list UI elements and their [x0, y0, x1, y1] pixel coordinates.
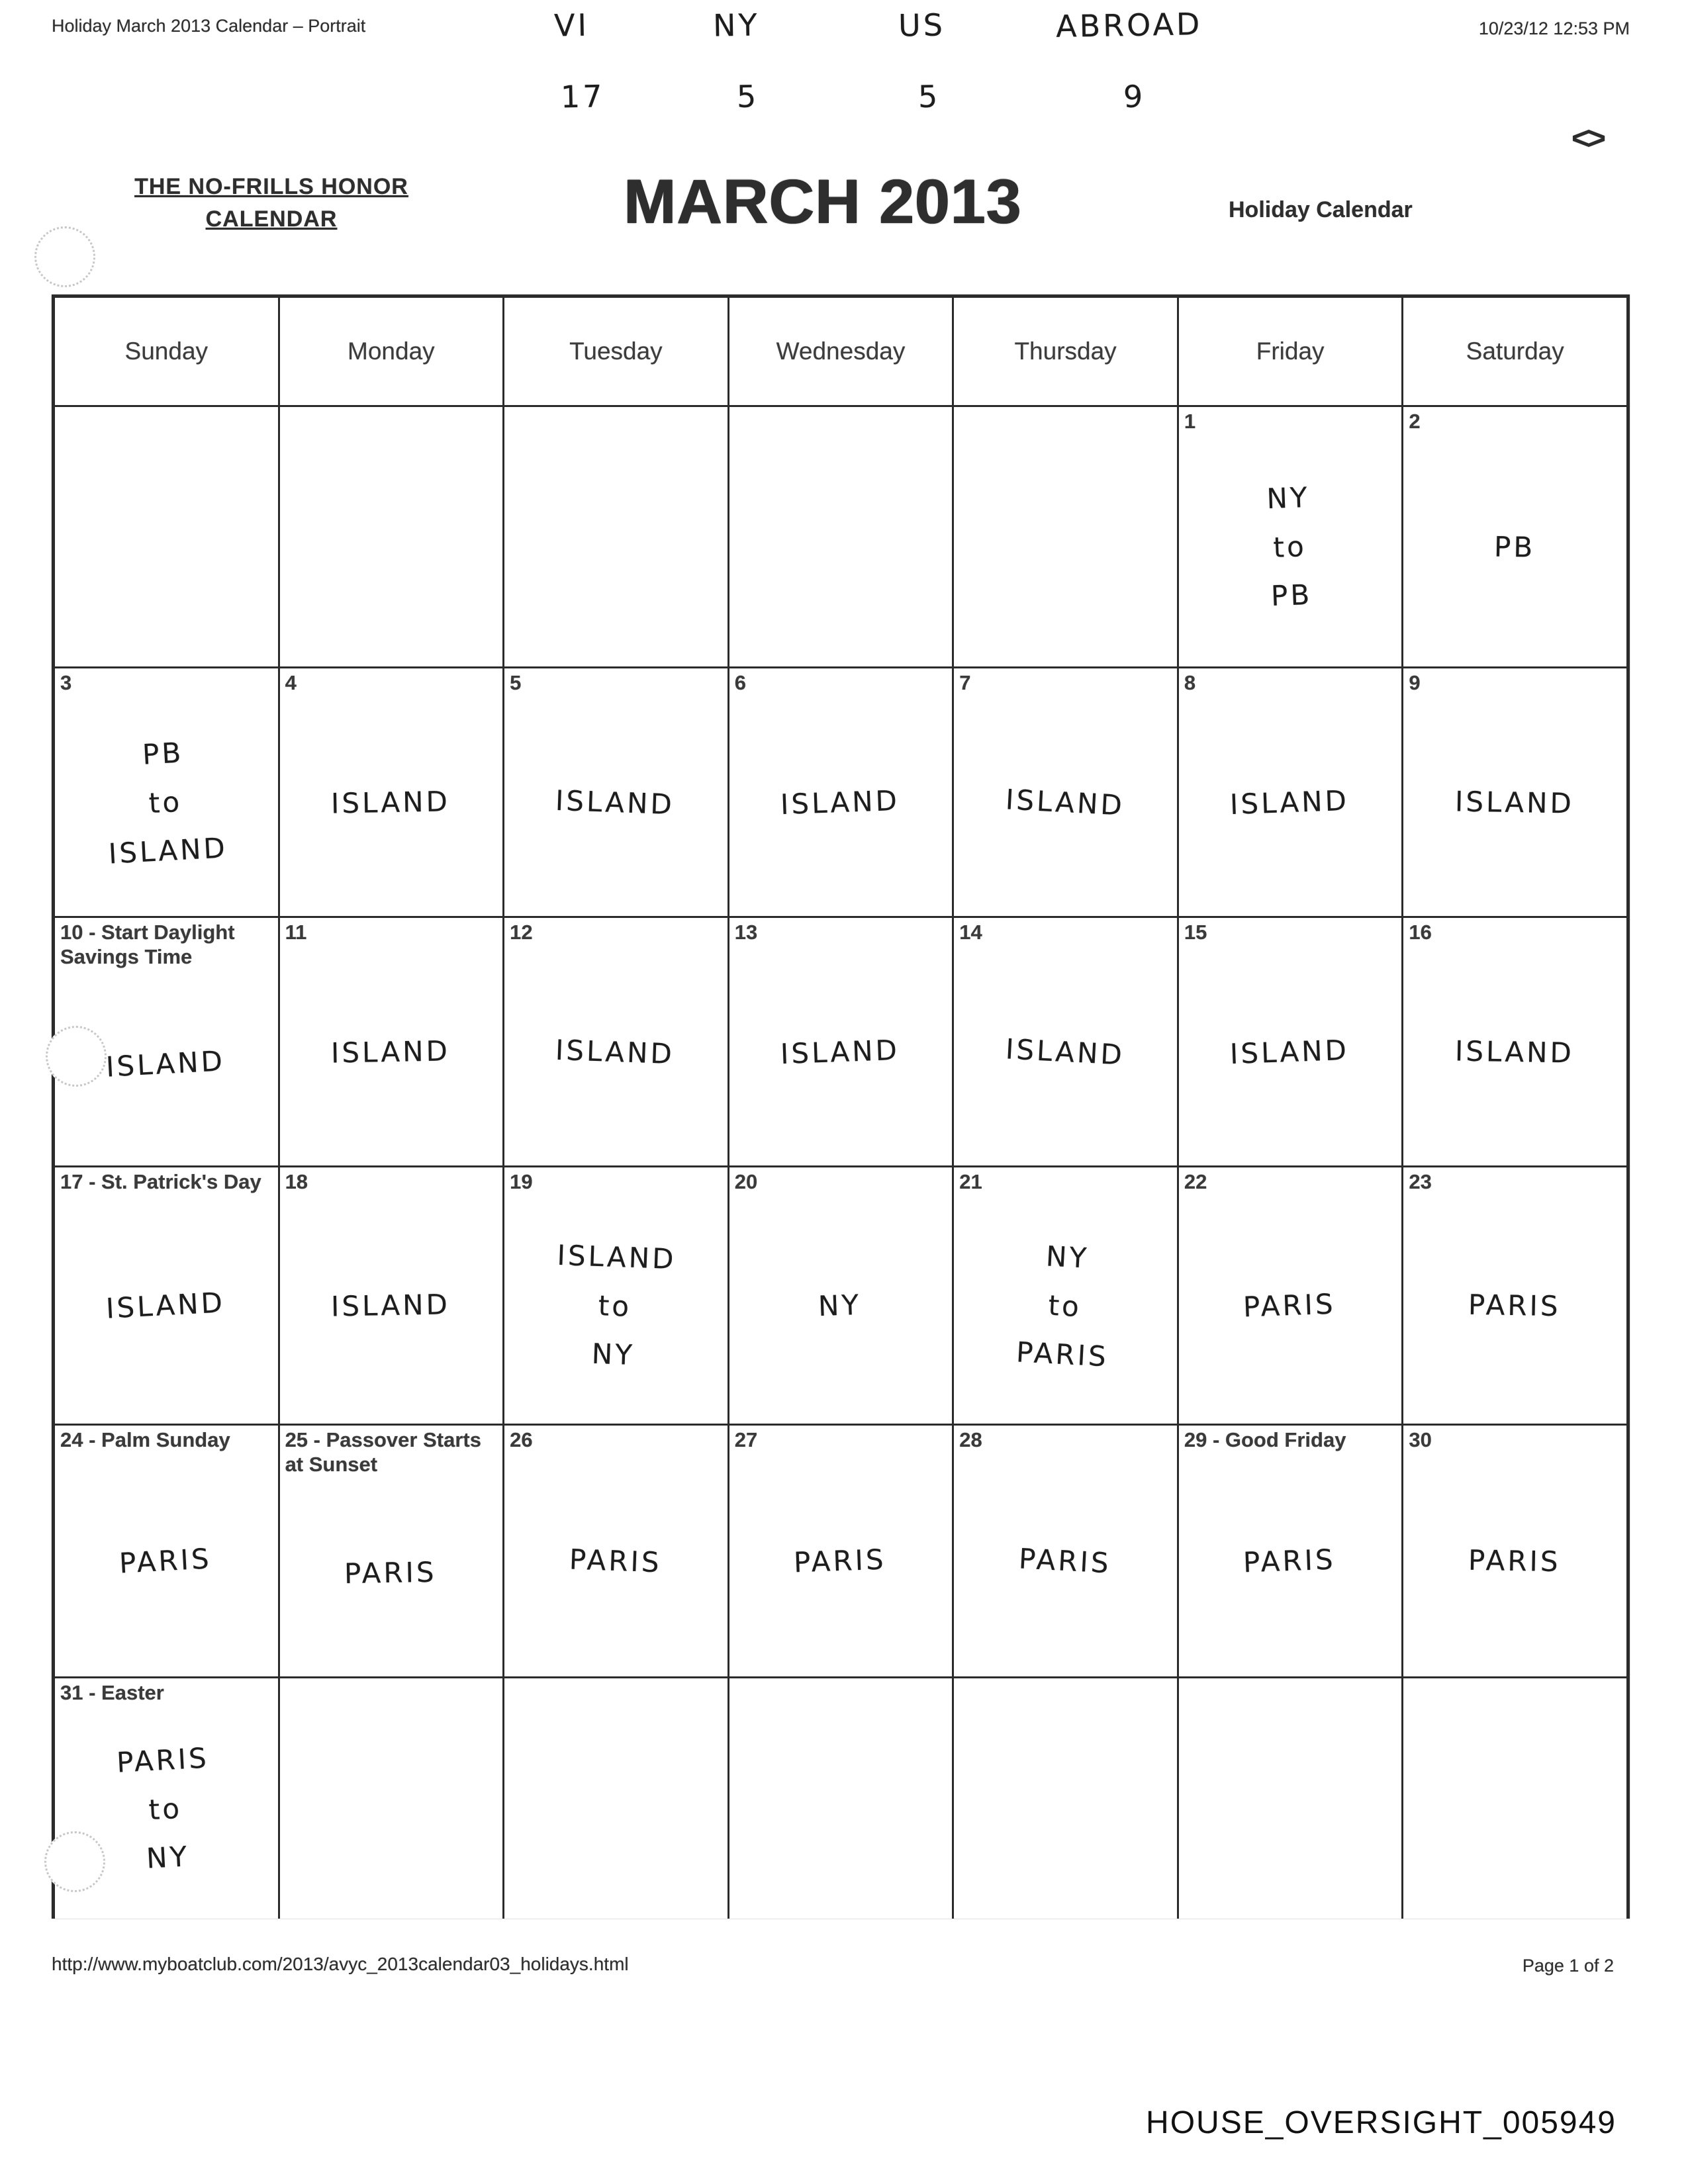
tally-group-us	[898, 7, 947, 115]
cell-handwritten-note: NY	[818, 1288, 863, 1323]
cell-date-label: 5	[510, 671, 522, 694]
calendar-cell	[280, 1167, 503, 1424]
hole-punch	[46, 1026, 107, 1087]
calendar-cell	[1403, 918, 1626, 1165]
cell-date-label: 13	[734, 921, 758, 944]
cell-date-label: 2	[1409, 410, 1421, 433]
calendar-cell	[729, 407, 953, 666]
cell-date-label: 22	[1184, 1170, 1207, 1193]
cell-date-label: 14	[959, 921, 982, 944]
month-title: MARCH 2013	[624, 167, 1022, 237]
day-header-friday: Friday	[1179, 298, 1402, 405]
cell-handwritten-note: ISLAND	[555, 784, 676, 821]
cell-handwritten-note: ISLAND	[1229, 1033, 1350, 1070]
cell-date-label: 31 - Easter	[60, 1681, 164, 1704]
calendar-cell	[729, 668, 953, 916]
cell-handwritten-note: NY to PARIS	[1015, 1239, 1109, 1373]
tally-group-abroad	[1055, 6, 1204, 115]
holiday-calendar-label: Holiday Calendar	[1229, 197, 1413, 222]
calendar-cell	[280, 668, 503, 916]
bates-stamp: HOUSE_OVERSIGHT_005949	[1146, 2105, 1617, 2140]
cell-date-label: 24 - Palm Sunday	[60, 1428, 230, 1451]
cell-handwritten-note: ISLAND	[330, 1288, 451, 1323]
calendar-cell	[280, 1678, 503, 1919]
cell-date-label: 4	[285, 671, 297, 694]
cell-handwritten-note: PARIS	[568, 1543, 663, 1579]
tally-value: 5	[736, 78, 759, 115]
cell-handwritten-note: ISLAND	[1229, 784, 1350, 821]
calendar-cell	[504, 1426, 727, 1676]
calendar-cell	[954, 1678, 1177, 1919]
cell-handwritten-note: ISLAND	[1454, 1034, 1575, 1069]
document-title: Holiday March 2013 Calendar – Portrait	[52, 16, 366, 36]
calendar-cell	[1403, 1678, 1626, 1919]
calendar-cell	[1403, 407, 1626, 666]
calendar-cell	[1403, 1167, 1626, 1424]
calendar-cell	[729, 1426, 953, 1676]
calendar-cell	[954, 1167, 1177, 1424]
cell-handwritten-note: PB	[1493, 529, 1536, 564]
calendar-cell	[280, 407, 503, 666]
cell-date-label: 19	[510, 1170, 533, 1193]
cell-handwritten-note: ISLAND	[105, 1044, 226, 1083]
calendar-cell	[504, 668, 727, 916]
calendar-cell	[1179, 1167, 1402, 1424]
cell-date-label: 25 - Passover Starts at Sunset	[285, 1428, 481, 1476]
cell-handwritten-note: PARIS	[1243, 1543, 1336, 1579]
cell-date-label: 29 - Good Friday	[1184, 1428, 1346, 1451]
cell-date-label: 3	[60, 671, 72, 694]
cell-handwritten-note: PB to ISLAND	[108, 736, 229, 870]
cell-date-label: 11	[285, 921, 307, 944]
cell-date-label: 15	[1184, 921, 1207, 944]
cell-date-label: 10 - Start Daylight Savings Time	[60, 921, 235, 968]
cell-date-label: 9	[1409, 671, 1421, 694]
calendar-cell	[954, 918, 1177, 1165]
cell-handwritten-note: PARIS	[1243, 1287, 1336, 1324]
tally-label: NY	[712, 7, 761, 44]
cell-handwritten-note: PARIS	[1468, 1543, 1561, 1578]
cell-date-label: 16	[1409, 921, 1432, 944]
tally-value: 9	[1123, 78, 1146, 115]
calendar-cell	[55, 1426, 278, 1676]
day-header-sunday: Sunday	[55, 298, 278, 405]
cell-date-label: 21	[959, 1170, 982, 1193]
calendar-cell	[954, 668, 1177, 916]
cell-date-label: 18	[285, 1170, 308, 1193]
day-header-thursday: Thursday	[954, 298, 1177, 405]
tally-value: 5	[917, 78, 941, 115]
cell-date-label: 28	[959, 1428, 982, 1451]
tally-label: US	[898, 7, 946, 44]
cell-date-label: 7	[959, 671, 971, 694]
cell-date-label: 23	[1409, 1170, 1432, 1193]
cell-date-label: 20	[734, 1170, 758, 1193]
calendar-cell	[55, 407, 278, 666]
day-header-monday: Monday	[280, 298, 503, 405]
calendar-cell	[1179, 668, 1402, 916]
cell-handwritten-note: PARIS	[1468, 1288, 1561, 1323]
cell-handwritten-note: ISLAND	[1454, 784, 1575, 820]
cell-handwritten-note: ISLAND	[1004, 1032, 1125, 1071]
cell-date-label: 8	[1184, 671, 1196, 694]
cell-handwritten-note: NY to PB	[1266, 480, 1313, 613]
calendar-cell	[1403, 668, 1626, 916]
calendar-cell	[1179, 407, 1402, 666]
cell-handwritten-note: PARIS to NY	[116, 1741, 211, 1875]
tally-label: VI	[553, 7, 590, 44]
cell-date-label: 6	[734, 671, 746, 694]
calendar-cell	[1403, 1426, 1626, 1676]
tally-label: ABROAD	[1055, 6, 1203, 44]
calendar-cell	[729, 918, 953, 1165]
calendar-cell	[504, 407, 727, 666]
cell-date-label: 12	[510, 921, 533, 944]
cell-date-label: 26	[510, 1428, 533, 1451]
calendar-cell	[504, 1678, 727, 1919]
cell-handwritten-note: PARIS	[793, 1543, 887, 1579]
cell-date-label: 30	[1409, 1428, 1432, 1451]
tally-value: 17	[560, 78, 605, 115]
day-header-tuesday: Tuesday	[504, 298, 727, 405]
calendar-cell	[954, 1426, 1177, 1676]
calendar-cell	[1179, 918, 1402, 1165]
cell-handwritten-note: ISLAND	[105, 1286, 226, 1325]
calendar-cell	[55, 668, 278, 916]
day-header-wednesday: Wednesday	[729, 298, 953, 405]
calendar-cell	[504, 918, 727, 1165]
cell-handwritten-note: ISLAND to NY	[557, 1238, 677, 1371]
calendar-cell	[280, 918, 503, 1165]
tally-group-ny	[712, 7, 761, 115]
angle-brackets-mark: <>	[1571, 121, 1603, 156]
cell-handwritten-note: ISLAND	[1004, 782, 1125, 822]
cell-handwritten-note: ISLAND	[330, 1034, 451, 1069]
day-header-saturday: Saturday	[1403, 298, 1626, 405]
calendar-cell	[280, 1426, 503, 1676]
cell-handwritten-note: ISLAND	[780, 1033, 900, 1070]
calendar-grid	[52, 295, 1630, 1919]
hole-punch	[44, 1831, 105, 1892]
cell-date-label: 17 - St. Patrick's Day	[60, 1170, 261, 1193]
hole-punch	[34, 226, 95, 287]
source-url: http://www.myboatclub.com/2013/avyc_2013calendar03_holidays.html	[52, 1954, 629, 1974]
cell-handwritten-note: ISLAND	[780, 784, 900, 821]
cell-date-label: 1	[1184, 410, 1196, 433]
calendar-cell	[729, 1167, 953, 1424]
calendar-cell	[55, 1167, 278, 1424]
calendar-cell	[729, 1678, 953, 1919]
cell-handwritten-note: PARIS	[344, 1556, 438, 1590]
calendar-cell	[954, 407, 1177, 666]
cell-date-label: 27	[734, 1428, 758, 1451]
print-timestamp: 10/23/12 12:53 PM	[1478, 19, 1630, 38]
cell-handwritten-note: PARIS	[118, 1542, 213, 1580]
cell-handwritten-note: ISLAND	[555, 1033, 676, 1070]
tally-group-vi	[553, 7, 605, 115]
calendar-cell	[1179, 1426, 1402, 1676]
cell-handwritten-note: PARIS	[1017, 1542, 1112, 1580]
calendar-cell	[504, 1167, 727, 1424]
calendar-cell	[1179, 1678, 1402, 1919]
no-frills-honor-calendar-title: THE NO-FRILLS HONOR CALENDAR	[134, 174, 408, 232]
cell-handwritten-note: ISLAND	[330, 784, 451, 820]
page-number: Page 1 of 2	[1522, 1956, 1614, 1976]
